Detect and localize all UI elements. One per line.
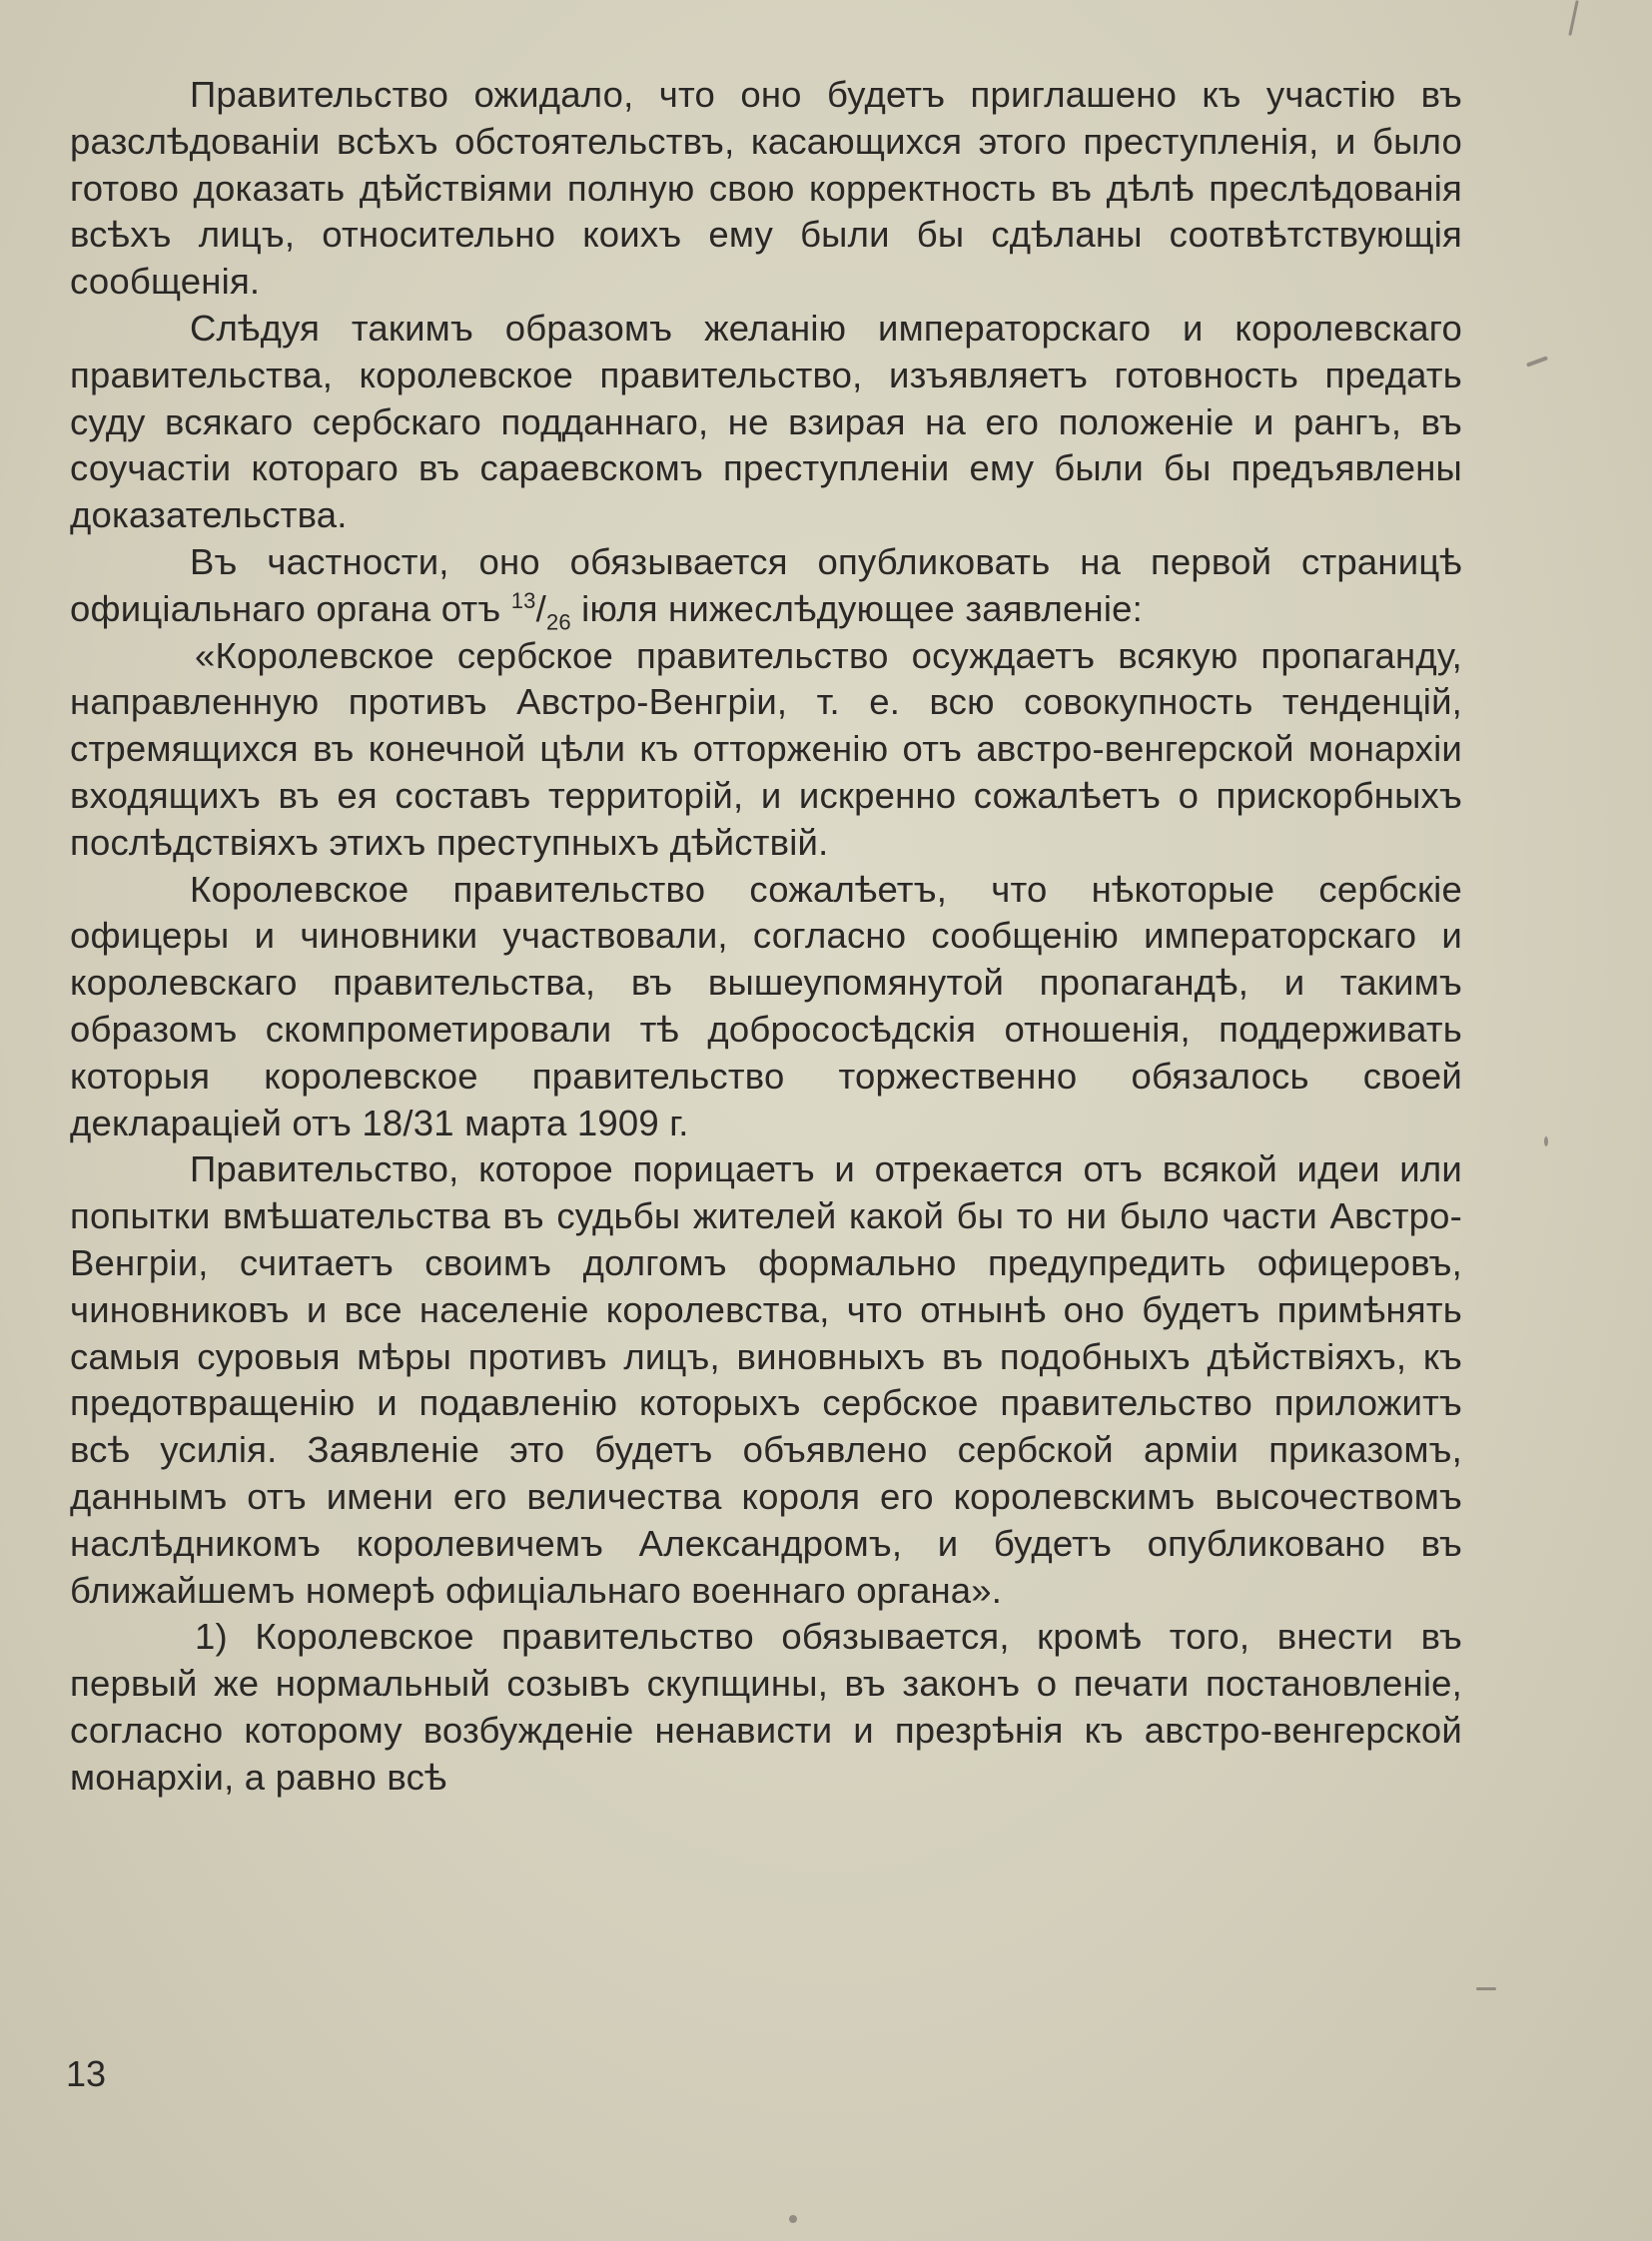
paragraph-3-before: Въ частности, оно обязывается опубликовать на первой страницѣ офиціальнаго органа отъ [70,540,1462,629]
date-fraction-bottom: 26 [545,609,571,635]
paragraph-5: Королевское правительство сожалѣетъ, что нѣкоторые сербскіе офицеры и чиновники участвовали, согласно сообщенію императорскаго и королевскаго правительства, въ вышеупомянутой пропагандѣ, и такимъ образомъ скомпрометировали тѣ добрососѣдскія отношенія, поддерживать которыя королевское правительство торжественно обязалось своей деклараціей отъ 18/31 марта 1909 г. [70,868,1462,1143]
paragraph-3: Въ частности, оно обязывается опубликовать на первой страницѣ офиціальнаго органа отъ $^{13}/_{26}$ іюля нижеслѣдующее заявленіе: [70,540,1462,635]
paragraph-6: Правительство, которое порицаетъ и отрекается отъ всякой идеи или попытки вмѣшательства въ судьбы жителей какой бы то ни было части Австро-Венгріи, считаетъ своимъ долгомъ формально предупредить офицеровъ, чиновниковъ и все населеніе королевства, что отнынѣ оно будетъ примѣнять самыя суровыя мѣры противъ лицъ, виновныхъ въ подобныхъ дѣйствіяхъ, къ предотвращенію и подавленію которыхъ сербское правительство приложитъ всѣ усилія. Заявленіе это будетъ объявлено сербской арміи приказомъ, даннымъ отъ имени его величества короля его королевскимъ высочествомъ наслѣдникомъ королевичемъ Александромъ, и будетъ опубликовано въ ближайшемъ номерѣ офиціальнаго военнаго органа». [70,1148,1462,1611]
body-text [70,72,1462,1801]
paragraph-3-after: іюля нижеслѣдующее заявленіе: [581,587,1143,629]
paragraph-1: Правительство ожидало, что оно будетъ приглашено къ участію въ разслѣдованіи всѣхъ обстоятельствъ, касающихся этого преступленія, и было готово доказать дѣйствіями полную свою корректность въ дѣлѣ преслѣдованія всѣхъ лицъ, относительно коихъ ему были бы сдѣланы соотвѣтствующія сообщенія. [70,74,1462,303]
scan-speck [1476,1987,1496,1990]
scan-speck [1568,0,1578,36]
paragraph-2: Слѣдуя такимъ образомъ желанію императорскаго и королевскаго правительства, королевское правительство, изъявляетъ готовность предать суду всякаго сербскаго подданнаго, не взирая на его положеніе и рангъ, въ соучастіи котораго въ сараевскомъ преступленіи ему были бы предъявлены доказательства. [70,307,1462,536]
scan-speck [1526,356,1548,367]
paragraph-7-item-1: 1) Королевское правительство обязывается, кромѣ того, внести въ первый же нормальный созывъ скупщины, въ законъ о печати постановленіе, согласно которому возбужденіе ненависти и презрѣнія къ австро-венгерской монархіи, а равно всѣ [70,1616,1462,1798]
scan-speck [789,2215,797,2223]
date-fraction-top: 13 [510,587,536,613]
scan-speck [1544,1136,1548,1146]
paragraph-4-quote: «Королевское сербское правительство осуждаетъ всякую пропаганду, направленную противъ Австро-Венгріи, т. е. всю совокупность тенденцій, стремящихся въ конечной цѣли къ отторженію отъ австро-венгерской монархіи входящихъ въ ея составъ территорій, и искренно сожалѣетъ о прискорбныхъ послѣдствіяхъ этихъ преступныхъ дѣйствій. [70,634,1462,863]
page-number: 13 [66,2053,107,2094]
